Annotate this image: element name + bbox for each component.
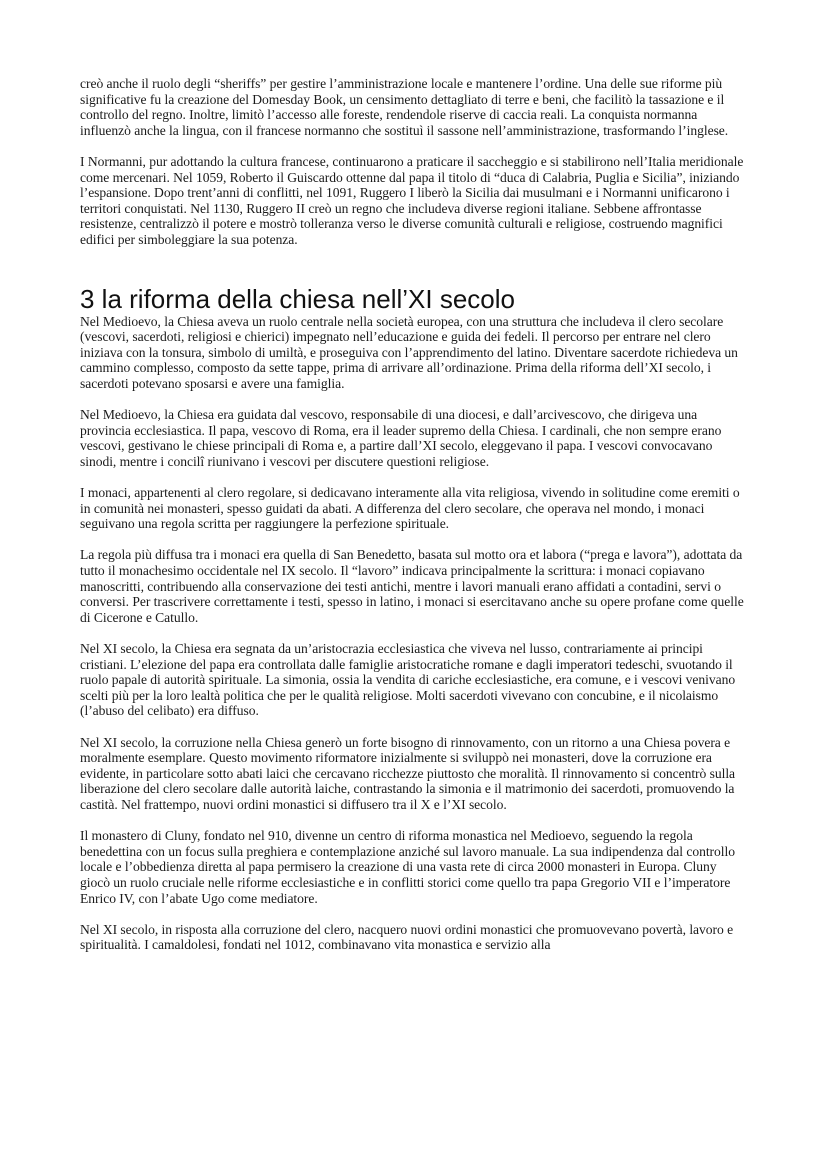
paragraph-church-corruption: Nel XI secolo, la Chiesa era segnata da un’aristocrazia ecclesiastica che viveva nel lusso, contrariamente ai principi cristiani. L’elezione del papa era controllata dalle famiglie aristocratiche romane e dagli imperatori tedeschi, svuotando il ruolo papale di autorità spirituale. La simonia, ossia la vendita di cariche ecclesiastiche, era comune, e i vescovi venivano scelti più per la loro lealtà politica che per le qualità religiose. Molti sacerdoti vivevano con concubine, e il nicolaismo (l’abuso del celibato) era diffuso.: [80, 641, 736, 719]
paragraph-cluny: Il monastero di Cluny, fondato nel 910, divenne un centro di riforma monastica nel Medioevo, seguendo la regola benedettina con un focus sulla preghiera e contemplazione anziché sul lavoro manuale. La sua indipendenza dal controllo locale e l’obbedienza diretta al papa permisero la creazione di una vasta rete di circa 2000 monasteri in Europa. Cluny giocò un ruolo cruciale nelle riforme ecclesiastiche e in conflitti storici come quello tra papa Gregorio VII e l’imperatore Enrico IV, con l’abate Ugo come mediatore.: [80, 828, 735, 906]
paragraph-william-reforms: creò anche il ruolo degli “sheriffs” per gestire l’amministrazione locale e mantenere l’ordine. Una delle sue riforme più significative fu la creazione del Domesday Book, un censimento dettagliato di terre e beni, che facilitò la tassazione e il controllo del regno. Inoltre, limitò l’accesso alle foreste, rendendole riserve di caccia reali. La conquista normanna influenzò anche la lingua, con il francese normanno che sostituì il sassone nell’amministrazione, trasformando l’inglese.: [80, 76, 729, 138]
paragraph-church-structure: Nel Medioevo, la Chiesa aveva un ruolo centrale nella società europea, con una struttura che includeva il clero secolare (vescovi, sacerdoti, religiosi e chierici) impegnato nell’educazione e guida dei fedeli. Il percorso per entrare nel clero iniziava con la tonsura, simbolo di umiltà, e proseguiva con l’apprendimento del latino. Diventare sacerdote richiedeva un cammino complesso, composto da sette tappe, prima di arrivare all’ordinazione. Prima della riforma dell’XI secolo, i sacerdoti potevano sposarsi e avere una famiglia.: [80, 313, 738, 391]
paragraph-normans-italy: I Normanni, pur adottando la cultura francese, continuarono a praticare il saccheggio e si stabilirono nell’Italia meridionale come mercenari. Nel 1059, Roberto il Guiscardo ottenne dal papa il titolo di “duca di Calabria, Puglia e Sicilia”, iniziando l’espansione. Dopo trent’anni di conflitti, nel 1091, Ruggero I liberò la Sicilia dai musulmani e i Normanni unificarono i territori conquistati. Nel 1130, Ruggero II creò un regno che includeva diverse regioni italiane. Sebbene affrontasse resistenze, centralizzò il potere e mostrò tolleranza verso le diverse comunità culturali e religiose, costruendo magnifici edifici per simboleggiare la sua potenza.: [80, 153, 744, 247]
paragraph-reform-movement: Nel XI secolo, la corruzione nella Chiesa generò un forte bisogno di rinnovamento, con un ritorno a una Chiesa povera e moralmente esemplare. Questo movimento riformatore inizialmente si sviluppò nei monasteri, dove la corruzione era evidente, in particolare sotto abati laici che cercavano ricchezze piuttosto che moralità. Il rinnovamento si concentrò sulla liberazione del clero secolare dalle autorità laiche, contrastando la simonia e il matrimonio dei sacerdoti, promuovendo la castità. Nel frattempo, nuovi ordini monastici si diffusero tra il X e l’XI secolo.: [80, 734, 736, 812]
paragraph-church-hierarchy: Nel Medioevo, la Chiesa era guidata dal vescovo, responsabile di una diocesi, e dall’arcivescovo, che dirigeva una provincia ecclesiastica. Il papa, vescovo di Roma, era il leader supremo della Chiesa. I cardinali, che non sempre erano vescovi, gestivano le chiese principali di Roma e, a partire dall’XI secolo, eleggevano il papa. I vescovi convocavano sinodi, mentre i concilî riunivano i vescovi per discutere questioni religiose.: [80, 407, 722, 469]
paragraph-benedictine-rule: La regola più diffusa tra i monaci era quella di San Benedetto, basata sul motto ora et labora (“prega e lavora”), adottata da tutto il monachesimo occidentale nel IX secolo. Il “lavoro” indicava principalmente la scrittura: i monaci copiavano manoscritti, contribuendo alla conservazione dei testi antichi, mentre i lavori manuali erano affidati a contadini, servi o conversi. Per trascrivere correttamente i testi, spesso in latino, i monaci si esercitavano anche su opere profane come quelle di Cicerone e Catullo.: [80, 547, 744, 625]
paragraph-new-orders: Nel XI secolo, in risposta alla corruzione del clero, nacquero nuovi ordini monastici che promuovevano povertà, lavoro e spiritualità. I camaldolesi, fondati nel 1012, combinavano vita monastica e servizio alla: [80, 921, 734, 953]
section-heading: 3 la riforma della chiesa nell’XI secolo: [80, 283, 515, 314]
paragraph-regular-clergy: I monaci, appartenenti al clero regolare, si dedicavano interamente alla vita religiosa, vivendo in solitudine come eremiti o in comunità nei monasteri, spesso guidati da abati. A differenza del clero secolare, che operava nel mondo, i monaci seguivano una regola scritta per raggiungere la perfezione spirituale.: [80, 485, 740, 532]
